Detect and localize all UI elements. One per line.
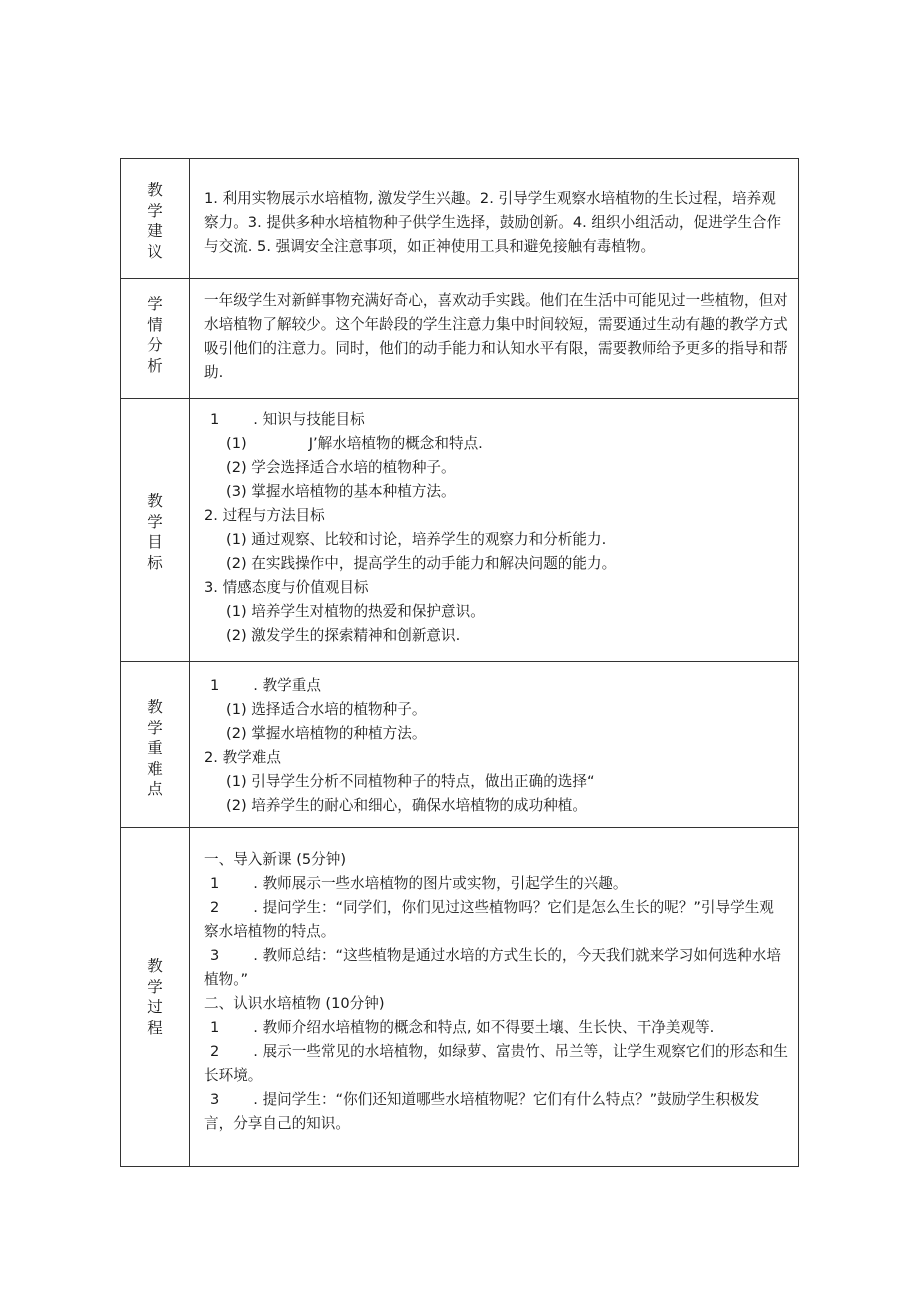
goal-heading-1-text: . 知识与技能目标 — [253, 411, 365, 428]
lesson-plan-table — [120, 158, 799, 1167]
row-suggestion — [121, 159, 799, 279]
row-label-goals: 教学目标 — [147, 492, 163, 572]
goal-3a: (1) 培养学生对植物的热爱和保护意识。 — [226, 603, 485, 620]
key-heading-1 — [204, 674, 788, 698]
content-goals — [190, 399, 799, 662]
label-cell-keypoints — [121, 662, 190, 828]
label-cell-goals — [121, 399, 190, 662]
goal-heading-2: 2. 过程与方法目标 — [204, 507, 325, 524]
key-2b: (2) 培养学生的耐心和细心，确保水培植物的成功种植。 — [226, 797, 587, 814]
process-2-3-num: 3 — [210, 1091, 220, 1108]
row-label-suggestion: 教学建议 — [147, 181, 163, 261]
process-2-1 — [204, 1016, 788, 1040]
row-label-keypoints: 教学重难点 — [147, 698, 163, 798]
goal-1b: (2) 学会选择适合水培的植物种子。 — [226, 459, 456, 476]
label-cell-suggestion — [121, 159, 190, 279]
row-goals — [121, 399, 799, 662]
row-process — [121, 828, 799, 1167]
key-heading-2: 2. 教学难点 — [204, 749, 281, 766]
label-cell-process — [121, 828, 190, 1167]
process-1-3-num: 3 — [210, 947, 220, 964]
goal-3b: (2) 激发学生的探索精神和创新意识. — [226, 627, 461, 644]
process-2-1-num: 1 — [210, 1019, 220, 1036]
process-2-2 — [204, 1040, 788, 1088]
process-1-1 — [204, 872, 788, 896]
suggestion-text: 1. 利用实物展示水培植物, 激发学生兴趣。2. 引导学生观察水培植物的生长过程，培养观察力。3. 提供多种水培植物种子供学生选择，鼓励创新。4. 组织小组活动，促进学生合作与交流. 5. 强调安全注意事项，如正神使用工具和避免接触有毒植物。 — [204, 190, 782, 255]
process-1-3 — [204, 944, 788, 992]
process-2-3-text: . 提问学生：“你们还知道哪些水培植物呢？它们有什么特点？”鼓励学生积极发言，分享自己的知识。 — [204, 1091, 760, 1132]
goal-heading-1 — [204, 408, 788, 432]
process-1-1-num: 1 — [210, 875, 220, 892]
label-cell-analysis — [121, 279, 190, 399]
goal-2a: (1) 通过观察、比较和讨论，培养学生的观察力和分析能力. — [226, 531, 607, 548]
process-1-3-text: . 教师总结：“这些植物是通过水培的方式生长的，今天我们就来学习如何选种水培植物。” — [204, 947, 781, 988]
process-2-1-text: . 教师介绍水培植物的概念和特点, 如不得要土壤、生长快、干净美观等. — [253, 1019, 715, 1036]
process-1-1-text: . 教师展示一些水培植物的图片或实物，引起学生的兴趣。 — [253, 875, 628, 892]
process-1-2 — [204, 896, 788, 944]
row-analysis — [121, 279, 799, 399]
goal-1c: (3) 掌握水培植物的基本种植方法。 — [226, 483, 456, 500]
process-2-3 — [204, 1088, 788, 1136]
goal-1a-num: (1) — [226, 435, 247, 452]
content-keypoints — [190, 662, 799, 828]
goal-1a — [204, 432, 788, 456]
key-1a: (1) 选择适合水培的植物种子。 — [226, 701, 427, 718]
analysis-text: 一年级学生对新鲜事物充满好奇心，喜欢动手实践。他们在生活中可能见过一些植物，但对水培植物了解较少。这个年龄段的学生注意力集中时间较短，需要通过生动有趣的教学方式吸引他们的注意力。同时，他们的动手能力和认知水平有限，需要教师给予更多的指导和帮助. — [204, 292, 788, 381]
row-keypoints — [121, 662, 799, 828]
key-heading-1-num: 1 — [210, 677, 220, 694]
process-1-2-num: 2 — [210, 899, 220, 916]
content-process — [190, 828, 799, 1167]
process-1-2-text: . 提问学生：“同学们，你们见过这些植物吗？它们是怎么生长的呢？”引导学生观察水培植物的特点。 — [204, 899, 774, 940]
goal-heading-3: 3. 情感态度与价值观目标 — [204, 579, 369, 596]
row-label-process: 教学过程 — [147, 957, 163, 1037]
row-label-analysis: 学情分析 — [147, 295, 163, 375]
goal-1a-text: J’解水培植物的概念和特点. — [308, 435, 483, 452]
process-2-2-num: 2 — [210, 1043, 220, 1060]
goal-2b: (2) 在实践操作中，提高学生的动手能力和解决问题的能力。 — [226, 555, 617, 572]
process-section-2: 二、认识水培植物 (10分钟) — [204, 995, 385, 1012]
key-heading-1-text: . 教学重点 — [253, 677, 321, 694]
process-2-2-text: . 展示一些常见的水培植物，如绿萝、富贵竹、吊兰等，让学生观察它们的形态和生长环境。 — [204, 1043, 788, 1084]
process-section-1: 一、导入新课 (5分钟) — [204, 851, 347, 868]
content-suggestion — [190, 159, 799, 279]
key-1b: (2) 掌握水培植物的种植方法。 — [226, 725, 427, 742]
key-2a: (1) 引导学生分析不同植物种子的特点，做出正确的选择“ — [226, 773, 595, 790]
goal-heading-1-num: 1 — [210, 411, 220, 428]
content-analysis — [190, 279, 799, 399]
